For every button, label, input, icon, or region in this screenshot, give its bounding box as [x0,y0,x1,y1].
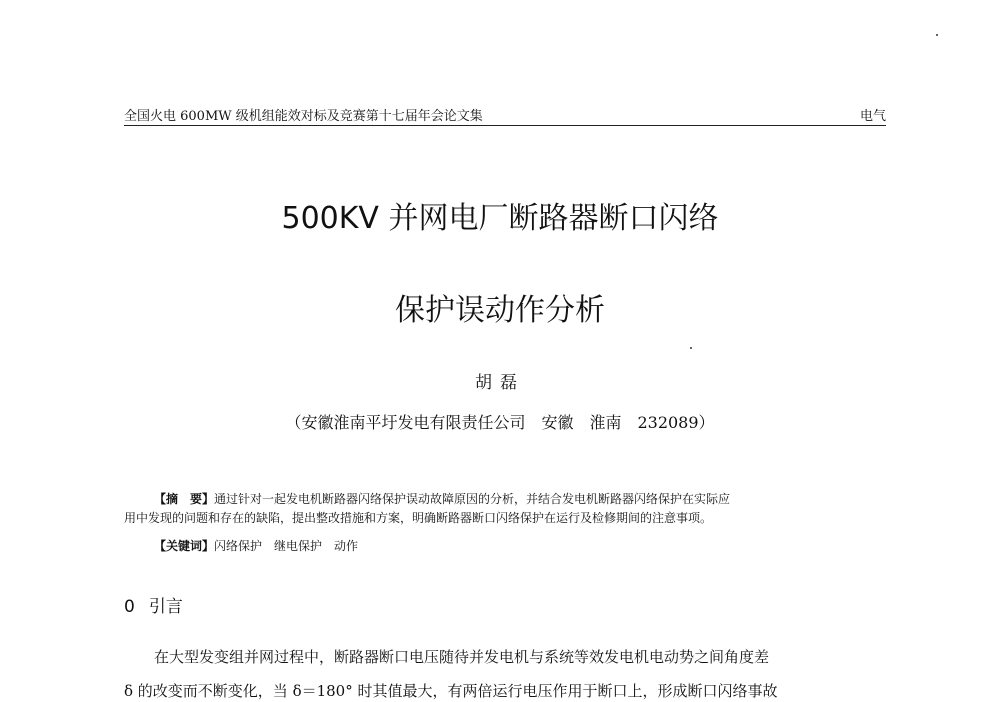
section-title: 引言 [148,597,183,617]
author-name: 胡磊 [475,373,525,393]
running-header [124,103,886,126]
body-line1: 在大型发变组并网过程中，断路器断口电压随待并发电机与系统等效发电机电动势之间角度差 [154,648,770,666]
keywords-text: 闪络保护 继电保护 动作 [214,539,359,553]
running-header-category: 电气 [859,109,886,124]
running-header-proceedings-title: 全国火电 600MW 级机组能效对标及竞赛第十七届年会论文集 [124,109,483,124]
scan-speck [690,347,692,349]
section-number: 0 [124,597,135,617]
abstract-text-line2: 用中发现的问题和存在的缺陷，提出整改措施和方案，明确断路器断口闪络保护在运行及检修期间的注意事项。 [124,511,713,525]
keywords [154,537,358,554]
abstract-text-line1: 通过针对一起发电机断路器闪络保护误动故障原因的分析，并结合发电机断路器闪络保护在实际应 [214,492,731,506]
abstract-line1 [124,490,894,509]
body-paragraph [124,640,886,702]
body-line2: δ 的改变而不断变化，当 δ＝180° 时其值最大，有两倍运行电压作用于断口上，形成断口闪络事故 [124,682,778,700]
author-affiliation: （安徽淮南平圩发电有限责任公司 安徽 淮南 232089） [285,413,715,432]
paper-title-line2: 保护误动作分析 [395,293,605,328]
keywords-label: 【关键词】 [154,539,215,553]
abstract-label: 【摘 要】 [154,492,215,506]
abstract [124,490,894,528]
paper-title-line1: 500KV 并网电厂断路器断口闪络 [281,201,719,236]
scan-speck [936,34,938,36]
section-heading [124,592,183,617]
